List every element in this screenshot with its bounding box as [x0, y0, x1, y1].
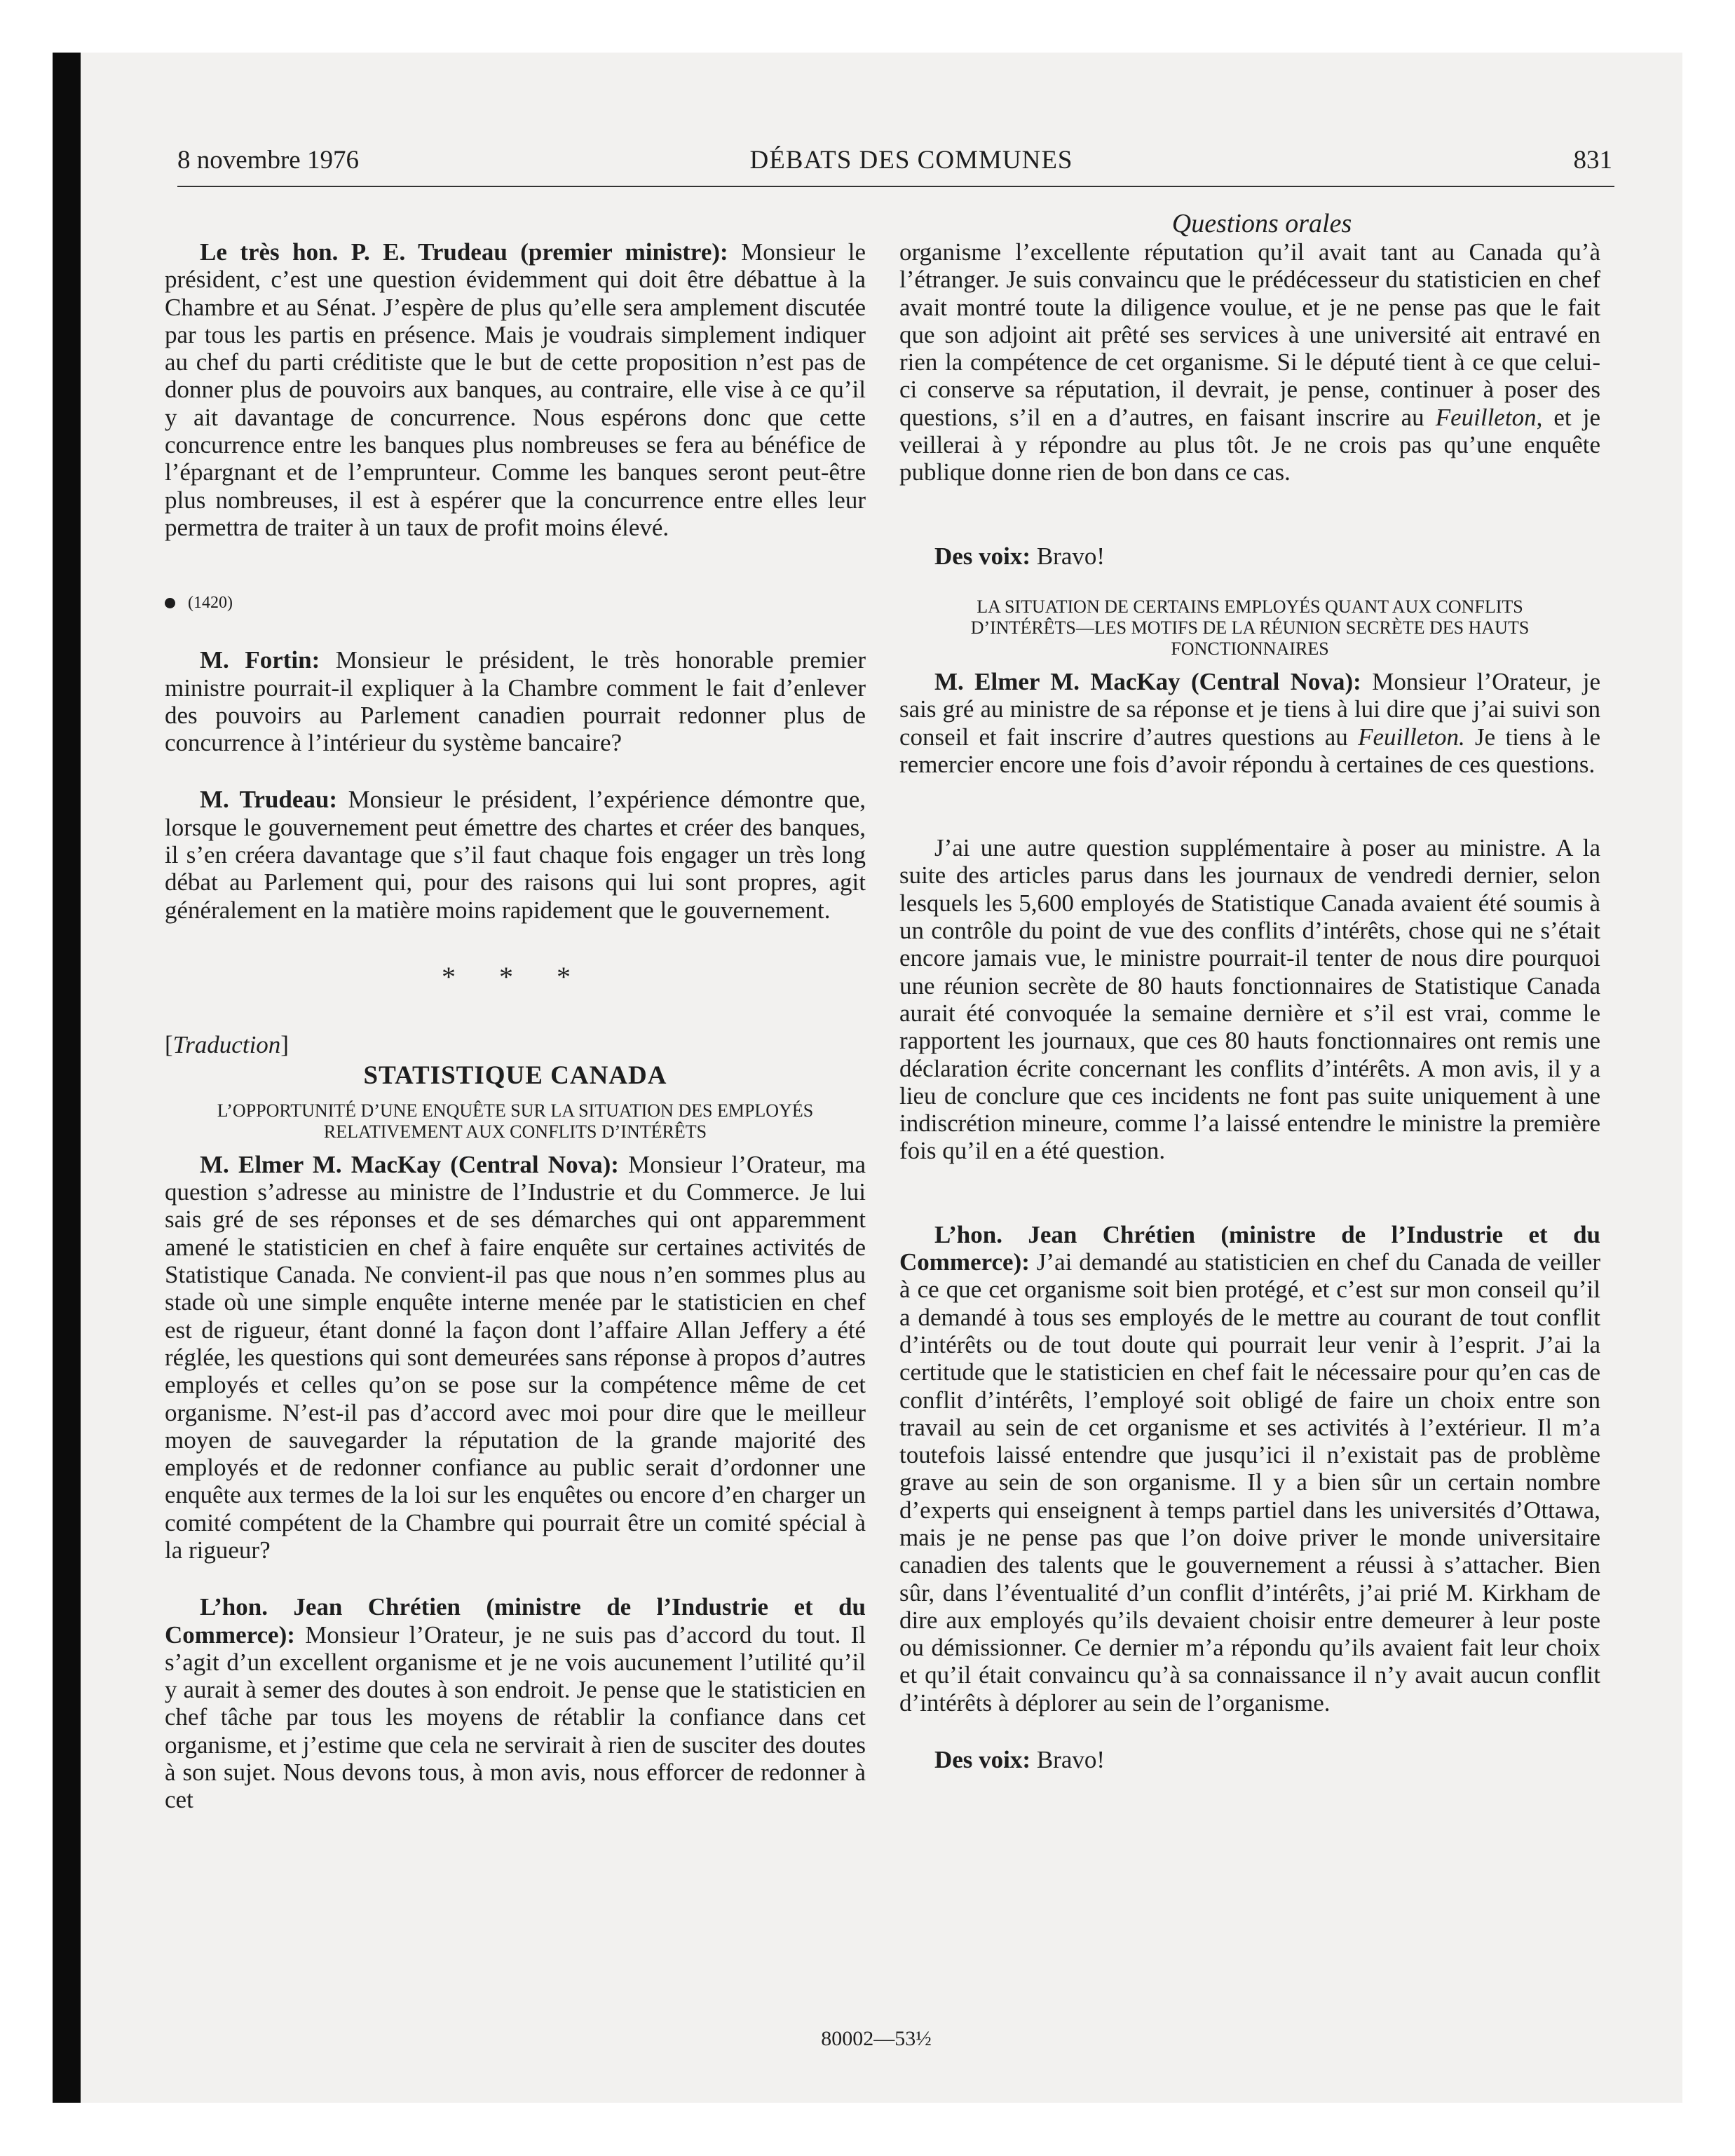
speaker-name: M. Elmer M. MacKay (Central Nova): — [934, 667, 1361, 695]
italic-text: Feuilleton — [1435, 403, 1537, 431]
paragraph-text: Monsieur le président, l’expérience démontre que, lorsque le gouvernement peut émettre des chartes et créer des banques, il s’en créera davantage que s’il faut chaque fois engager un très long débat au Parlement qui, pour des raisons qui lui sont propres, agit généralement en la matière moins rapidement que le gouvernement. — [165, 786, 866, 924]
section-label: Questions orales — [1171, 209, 1352, 238]
header-rule — [177, 186, 1614, 187]
speaker-name: M. Fortin: — [200, 646, 320, 674]
paragraph — [899, 1746, 1600, 1773]
time-marker — [165, 589, 866, 617]
speaker-name: M. Trudeau: — [200, 786, 338, 814]
paragraph-text: Bravo! — [1030, 1746, 1105, 1774]
speaker-name: Des voix: — [934, 1746, 1031, 1774]
italic-text: Feuilleton. — [1358, 723, 1465, 751]
speaker-name: L’hon. Jean Chrétien (ministre de l’Industrie et du Commerce): — [899, 1220, 1600, 1276]
paragraph-text: J’ai une autre question supplémentaire à poser au ministre. A la suite des articles parus dans les journaux de vendredi dernier, selon lesquels les 5,600 employés de Statistique Canada avaient été soumis à un contrôle du point de vue des conflits d’intérêts, chose qui ne s’était encore jamais vue, le ministre pourrait-il tenter de nous dire pourquoi une réunion secrète de 80 hauts fonctionnaires de Statistique Canada aurait été convoquée la semaine dernière et s’il est vrai, comme le rapportent les journaux, que ces 80 hauts fonctionnaires ont remis une déclaration écrite concernant les conflits d’intérêts. A mon avis, il y a lieu de conclure que ces incidents ne font pas suite uniquement à une indiscrétion mineure, comme l’a laissé entendre le ministre la première fois qu’il en a été question. — [899, 834, 1600, 1165]
speaker-name: Des voix: — [934, 542, 1031, 570]
header-title: DÉBATS DES COMMUNES — [749, 146, 1073, 175]
paragraph-text: Bravo! — [1030, 542, 1105, 570]
section-separator: * * * — [442, 960, 589, 992]
paragraph-text: Monsieur le président, le très honorable premier ministre pourrait-il expliquer à la Chambre comment le fait d’enlever des pouvoirs au Parlement canadien pourrait redonner plus de concurrence à l’intérieur du système bancaire? — [165, 646, 866, 757]
paragraph — [165, 646, 866, 756]
paragraph-text: , et je veillerai à y répondre au plus tôt. Je ne crois pas qu’une enquête publique donne rien de bon dans ce cas. — [899, 403, 1600, 486]
paragraph-text: Monsieur l’Orateur, je ne suis pas d’accord du tout. Il s’agit d’un excellent organisme et je ne vois aucunement l’utilité qu’il y aurait à semer des doutes à son endroit. Je pense que le statisticien en chef tâche par tous les moyens de rétablir la confiance dans cet organisme, et j’estime que cela ne servirait à rien de susciter des doutes à son sujet. Nous devons tous, à mon avis, nous efforcer de redonner à cet — [165, 1621, 866, 1814]
paragraph — [899, 834, 1600, 1165]
header-date: 8 novembre 1976 — [177, 146, 359, 175]
paragraph — [899, 668, 1600, 778]
paragraph-text: Monsieur l’Orateur, je sais gré au ministre de sa réponse et je tiens à lui dire que j’ai suivi son conseil et fait inscrire d’autres questions au — [899, 667, 1600, 751]
translation-note-text: Traduction — [172, 1031, 281, 1059]
paragraph — [165, 238, 866, 541]
speaker-name: L’hon. Jean Chrétien (ministre de l’Industrie et du Commerce): — [165, 1593, 866, 1649]
paragraph-text: Je tiens à le remercier encore une fois d’avoir répondu à certaines de ces questions. — [899, 723, 1600, 778]
paragraph-text: Monsieur l’Orateur, ma question s’adresse au ministre de l’Industrie et du Commerce. Je lui sais gré de ses réponses et de ses démarches qui ont apparemment amené le statisticien en chef à faire enquête sur certaines activités de Statistique Canada. Ne convient-il pas que nous n’en sommes plus au stade où une simple enquête interne menée par le statisticien en chef est de rigueur, étant donné la façon dont l’affaire Allan Jeffery a été réglée, les questions qui sont demeurées sans réponse à propos d’autres employés et celles qu’on se pose sur la compétence même de cet organisme. N’est-il pas d’accord avec moi pour dire que le meilleur moyen de sauvegarder la réputation de la grande majorité des employés et de redonner confiance au public serait d’ordonner une enquête aux termes de la loi sur les enquêtes ou encore d’en charger un comité compétent de la Chambre qui pourrait être un comité spécial à la rigueur? — [165, 1150, 866, 1564]
binding-edge — [53, 53, 81, 2103]
translation-note — [165, 1031, 866, 1058]
paragraph — [165, 1151, 866, 1564]
speaker-name: M. Elmer M. MacKay (Central Nova): — [200, 1150, 619, 1178]
header-page-number: 831 — [1573, 146, 1612, 175]
paragraph — [899, 238, 1600, 486]
bullet-icon — [165, 598, 175, 608]
paragraph-text: J’ai demandé au statisticien en chef du Canada de veiller à ce que cet organisme soit bien protégé, et c’est sur mon conseil qu’il a demandé à tous ses employés de le mettre au courant de tout conflit d’intérêts ou de tout doute qui pourrait leur venir à l’esprit. J’ai la certitude que le statisticien en chef fait le nécessaire pour qu’en cas de conflit d’intérêts, l’employé soit obligé de faire un choix entre son travail au sein de cet organisme et ses activités à l’extérieur. Il m’a toutefois laissé entendre que jusqu’ici il n’existait pas de problème grave au sein de son organisme. Il y a bien sûr un certain nombre d’experts qui enseignent à temps partiel dans les universités d’Ottawa, mais je ne pense pas que l’on doive priver le monde universitaire canadien des talents que le gouvernement a réussi à s’attacher. Bien sûr, dans l’éventualité d’un conflit d’intérêts, j’ai prié M. Kirkham de dire aux employés qu’ils devaient choisir entre demeurer à leur poste ou démissionner. Ce dernier m’a répondu qu’ils avaient fait leur choix et qu’il était convaincu qu’à sa connaissance il n’y avait aucun conflit d’intérêts à déplorer au sein de l’organisme. — [899, 1248, 1600, 1717]
footer-code: 80002—53½ — [821, 2027, 932, 2050]
section-subheading: LA SITUATION DE CERTAINS EMPLOYÉS QUANT AUX CONFLITS D’INTÉRÊTS—LES MOTIFS DE LA RÉUNION SECRÈTE DES HAUTS FONCTIONNAIRES — [970, 596, 1530, 659]
left-column — [165, 238, 866, 1814]
paragraph-text: organisme l’excellente réputation qu’il avait tant au Canada qu’à l’étranger. Je suis convaincu que le prédécesseur du statisticien en chef avait montré toute la diligence voulue, et je ne pense pas que le fait que son adjoint ait prêté ses services à une université ait entravé en rien la compétence de cet organisme. Si le député tient à ce que celui-ci conserve sa réputation, il devrait, je pense, continuer à poser des questions, s’il en a d’autres, en faisant inscrire au — [899, 238, 1600, 431]
bracket-close: ] — [280, 1031, 289, 1059]
speaker-name: Le très hon. P. E. Trudeau (premier ministre): — [200, 238, 728, 266]
paragraph — [165, 786, 866, 923]
paragraph — [899, 1221, 1600, 1717]
paragraph — [165, 1593, 866, 1813]
section-subheading: L’OPPORTUNITÉ D’UNE ENQUÊTE SUR LA SITUATION DES EMPLOYÉS RELATIVEMENT AUX CONFLITS D’INTÉRÊTS — [217, 1100, 814, 1142]
bracket-open: [ — [165, 1031, 173, 1059]
time-marker-text: (1420) — [188, 594, 233, 613]
paragraph-text: Monsieur le président, c’est une question évidemment qui doit être débattue à la Chambre et au Sénat. J’espère de plus qu’elle sera amplement discutée par tous les partis en présence. Mais je voudrais simplement indiquer au chef du parti créditiste que le but de cette proposition n’est pas de donner plus de pouvoirs aux banques, au contraire, elle vise à ce qu’il y ait davantage de concurrence. Nous espérons donc que cette concurrence entre les banques plus nombreuses se fera au bénéfice de l’épargnant et de l’emprunteur. Comme les banques seront peut-être plus nombreuses, il est à espérer que la concurrence entre elles leur permettra de traiter à un taux de profit moins élevé. — [165, 238, 866, 541]
right-column — [899, 238, 1600, 1773]
section-heading: STATISTIQUE CANADA — [363, 1060, 667, 1090]
paragraph — [899, 543, 1600, 570]
